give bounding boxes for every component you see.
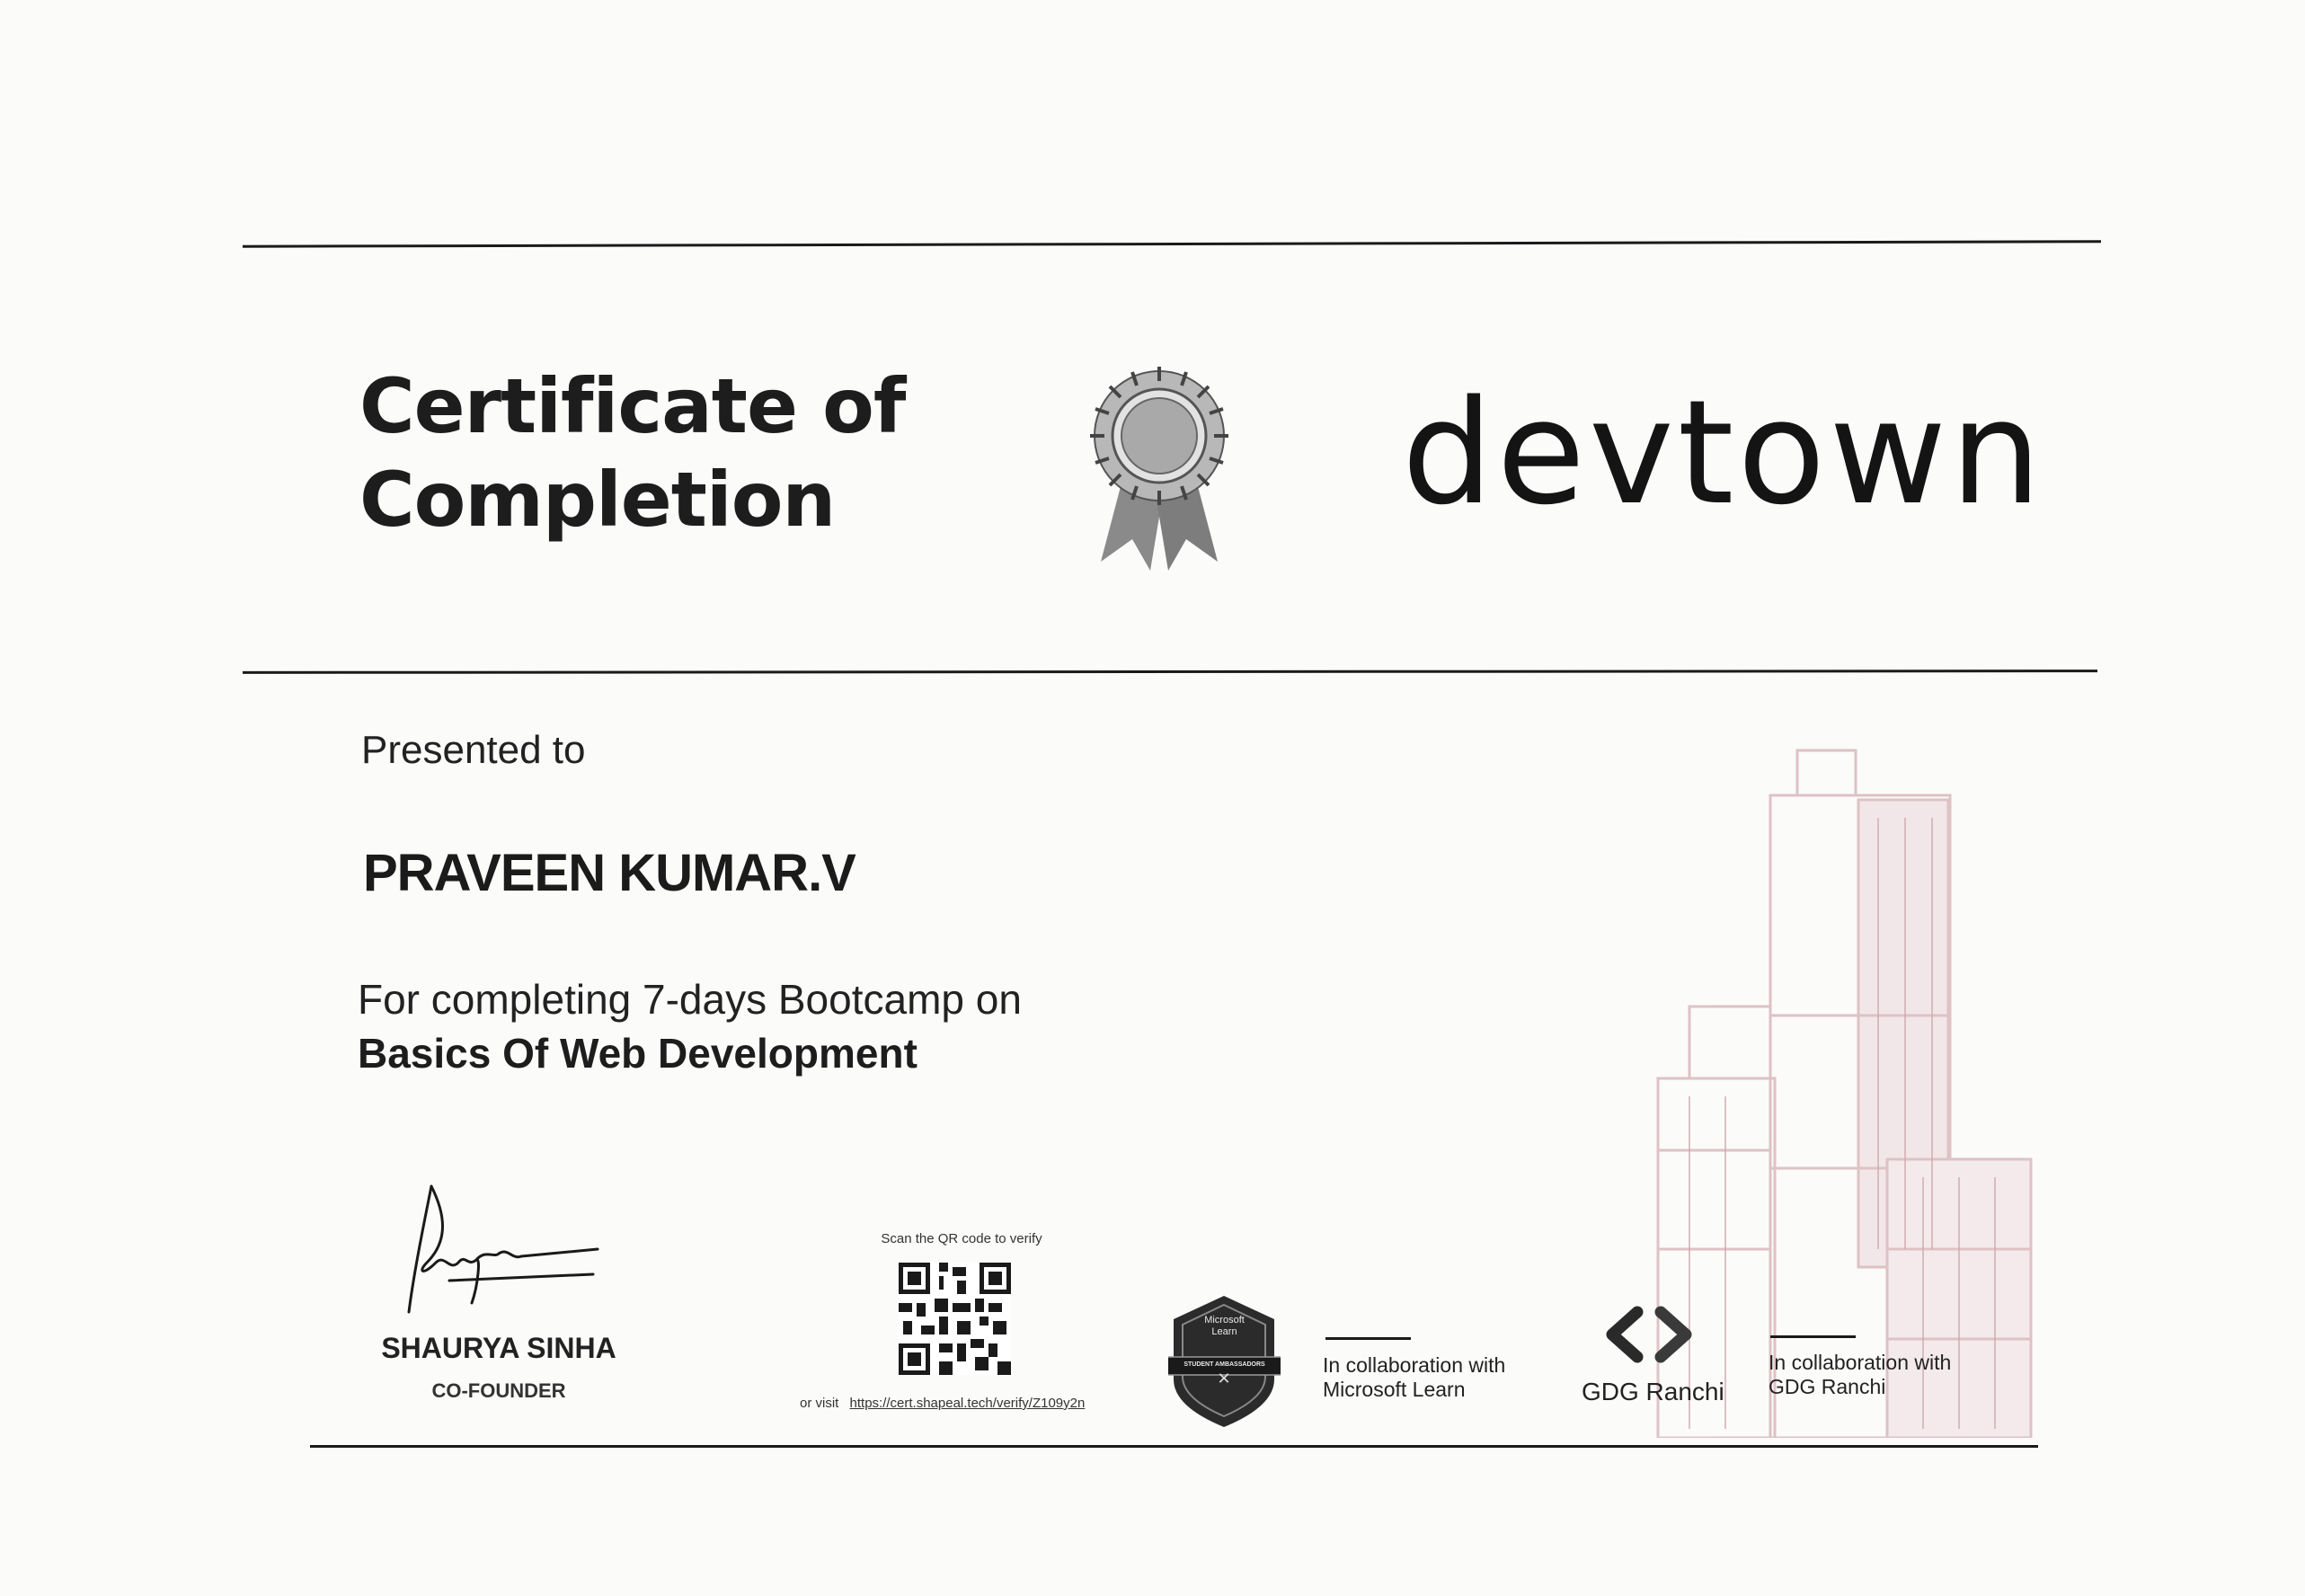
collab-rule-microsoft — [1325, 1337, 1411, 1340]
collab-microsoft — [1323, 1353, 1505, 1402]
verify-url-link[interactable]: https://cert.shapeal.tech/verify/Z109y2n — [849, 1396, 1086, 1411]
verify-link-line — [800, 1396, 1085, 1411]
collab-gdg — [1769, 1351, 1951, 1399]
bottom-divider — [310, 1445, 2038, 1448]
course-description: For completing 7-days Bootcamp on — [358, 976, 1022, 1023]
title-line-1: Certificate of — [359, 362, 906, 450]
presented-to-label: Presented to — [361, 728, 586, 772]
gdg-logo-icon — [1600, 1303, 1698, 1366]
middle-divider — [243, 669, 2097, 674]
collab-rule-gdg — [1770, 1335, 1856, 1338]
certificate-title — [359, 359, 905, 546]
gdg-label: GDG Ranchi — [1582, 1378, 1724, 1405]
qr-caption: Scan the QR code to verify — [881, 1231, 1042, 1246]
top-divider — [243, 240, 2101, 247]
badge-ribbon-text: STUDENT AMBASSADORS — [1184, 1361, 1265, 1368]
qr-code-icon[interactable] — [899, 1263, 1011, 1375]
signer-role: CO-FOUNDER — [431, 1379, 566, 1402]
collab-microsoft-line2: Microsoft Learn — [1323, 1378, 1466, 1401]
award-rosette-icon — [1083, 359, 1236, 575]
collab-microsoft-line1: In collaboration with — [1323, 1353, 1506, 1377]
svg-text:✕: ✕ — [1217, 1370, 1231, 1388]
signature — [395, 1177, 611, 1321]
course-name: Basics Of Web Development — [358, 1030, 918, 1077]
badge-top-text: Microsoft Learn — [1204, 1315, 1245, 1337]
signer-name: SHAURYA SINHA — [381, 1332, 616, 1364]
collab-gdg-line2: GDG Ranchi — [1769, 1375, 1886, 1398]
title-line-2: Completion — [359, 456, 836, 544]
visit-label: or visit — [800, 1396, 839, 1411]
brand-logo: devtown — [1402, 368, 2045, 536]
collab-gdg-line1: In collaboration with — [1769, 1351, 1952, 1374]
recipient-name: PRAVEEN KUMAR.V — [363, 844, 856, 902]
